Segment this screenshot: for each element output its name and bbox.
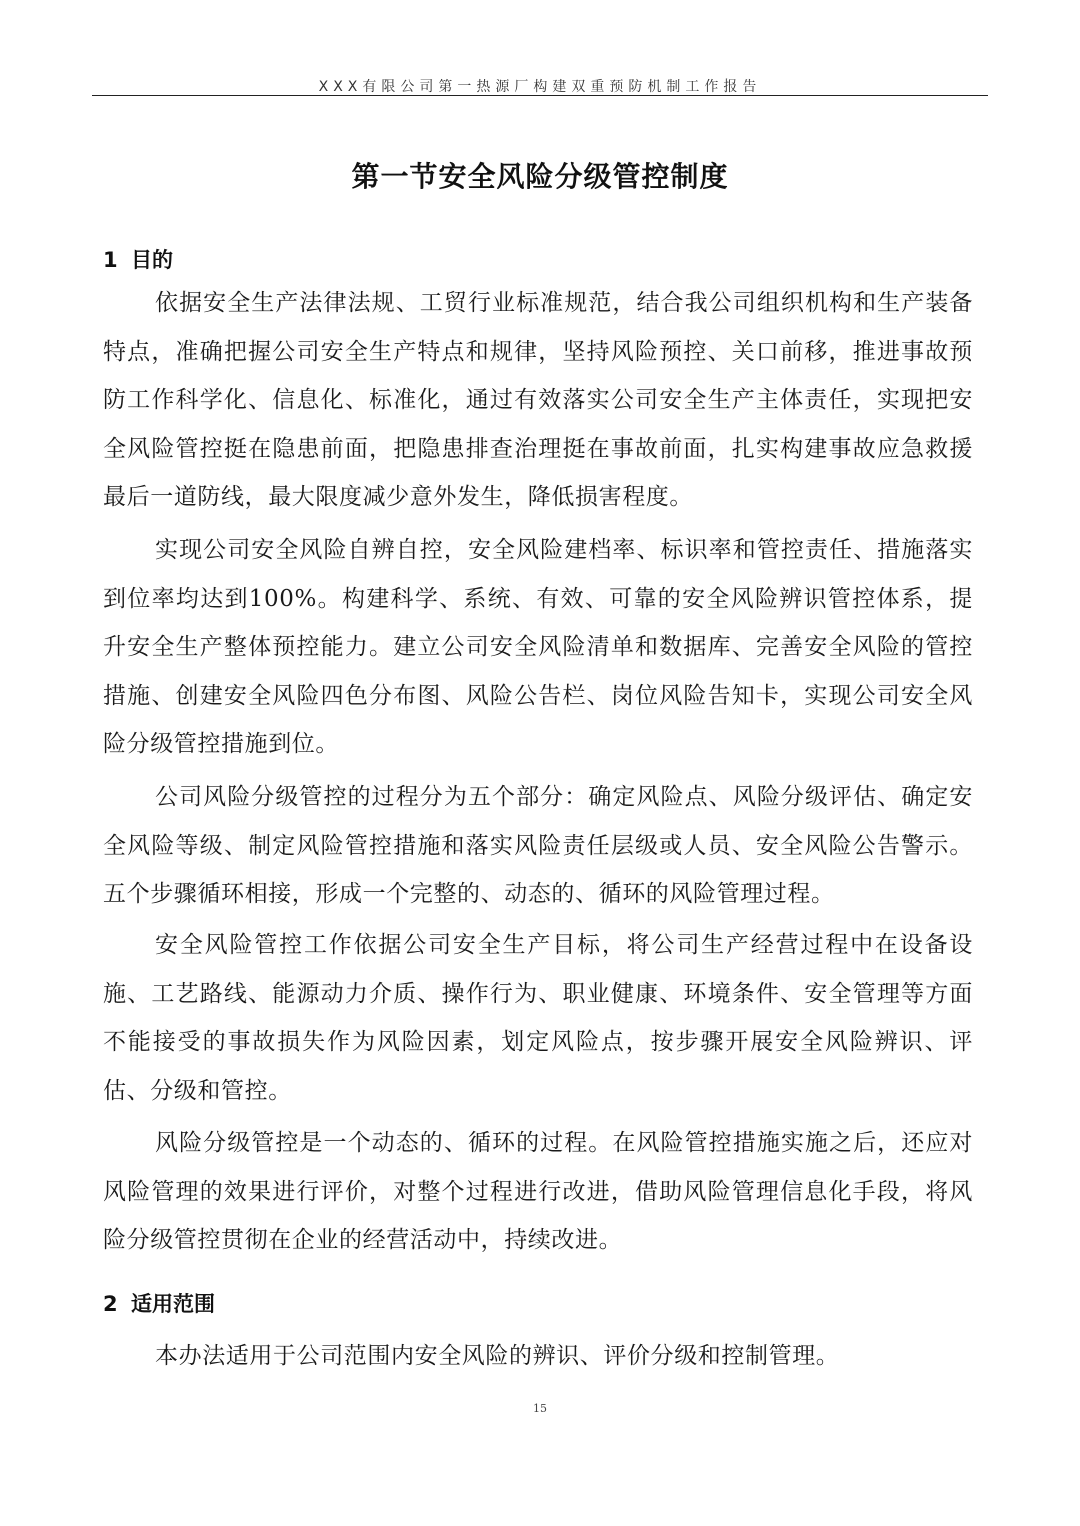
paragraph-5: 风险分级管控是一个动态的、循环的过程。在风险管控措施实施之后，还应对风险管理的效果进行评价，对整个过程进行改进，借助风险管理信息化手段，将风险分级管控贯彻在企业的经营活动中，持续改进。 bbox=[103, 1130, 973, 1253]
heading-scope bbox=[103, 1288, 215, 1318]
paragraph-3: 公司风险分级管控的过程分为五个部分：确定风险点、风险分级评估、确定安全风险等级、制定风险管控措施和落实风险责任层级或人员、安全风险公告警示。五个步骤循环相接，形成一个完整的、动态的、循环的风险管理过程。 bbox=[103, 784, 973, 907]
paragraph-4: 安全风险管控工作依据公司安全生产目标，将公司生产经营过程中在设备设施、工艺路线、能源动力介质、操作行为、职业健康、环境条件、安全管理等方面不能接受的事故损失作为风险因素，划定风险点，按步骤开展安全风险辨识、评估、分级和管控。 bbox=[103, 932, 973, 1104]
paragraph-1: 依据安全生产法律法规、工贸行业标准规范，结合我公司组织机构和生产装备特点，准确把握公司安全生产特点和规律，坚持风险预控、关口前移，推进事故预防工作科学化、信息化、标准化，通过有效落实公司安全生产主体责任，实现把安全风险管控挺在隐患前面，把隐患排查治理挺在事故前面，扎实构建事故应急救援最后一道防线，最大限度减少意外发生，降低损害程度。 bbox=[103, 290, 973, 510]
page-number: 15 bbox=[533, 1402, 547, 1415]
heading-number: 1 bbox=[103, 248, 118, 272]
section-title: 第一节安全风险分级管控制度 bbox=[351, 160, 729, 193]
running-header: XXX有限公司第一热源厂构建双重预防机制工作报告 bbox=[318, 79, 762, 95]
heading-text: 目的 bbox=[131, 248, 173, 272]
heading-number: 2 bbox=[103, 1292, 118, 1316]
header-rule bbox=[92, 95, 988, 96]
paragraph-2: 实现公司安全风险自辨自控，安全风险建档率、标识率和管控责任、措施落实到位率均达到100%。构建科学、系统、有效、可靠的安全风险辨识管控体系，提升安全生产整体预控能力。建立公司安全风险清单和数据库、完善安全风险的管控措施、创建安全风险四色分布图、风险公告栏、岗位风险告知卡，实现公司安全风险分级管控措施到位。 bbox=[103, 537, 973, 757]
heading-purpose bbox=[103, 244, 173, 274]
paragraph-6: 本办法适用于公司范围内安全风险的辨识、评价分级和控制管理。 bbox=[155, 1343, 840, 1369]
heading-text: 适用范围 bbox=[131, 1292, 215, 1316]
